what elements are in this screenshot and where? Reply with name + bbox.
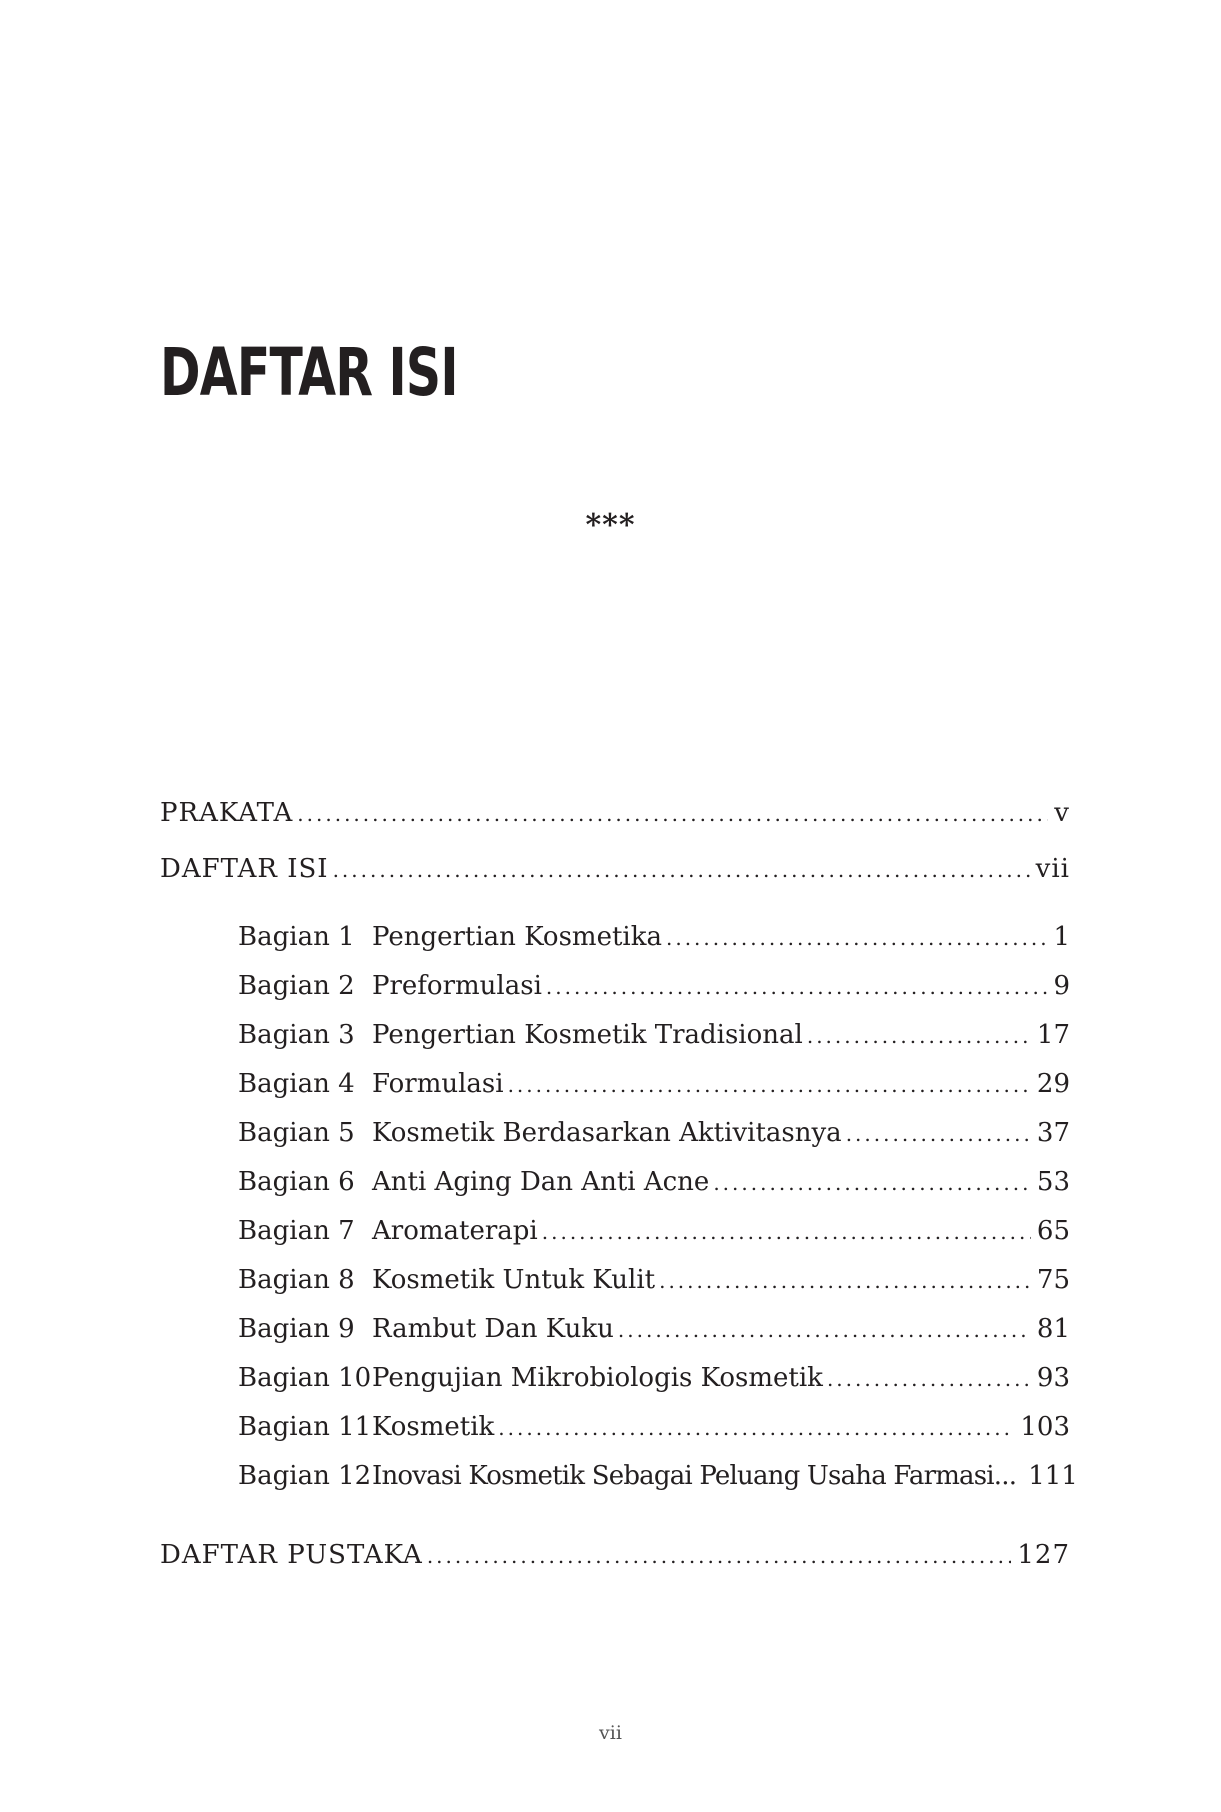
toc-entry-label: DAFTAR PUSTAKA <box>160 1540 423 1570</box>
chapter-title: Pengertian Kosmetika <box>372 922 662 952</box>
toc-entry-page: v <box>1054 798 1070 828</box>
chapter-number: Bagian 6 <box>238 1167 355 1197</box>
chapter-page: 65 <box>1036 1216 1070 1246</box>
toc-chapter-7 <box>160 1207 1070 1256</box>
chapter-number: Bagian 11 <box>238 1412 372 1442</box>
chapter-title: Kosmetik Berdasarkan Aktivitasnya <box>372 1118 842 1148</box>
toc-entry-prakata <box>160 785 1070 841</box>
chapter-page: 75 <box>1036 1265 1070 1295</box>
chapter-title: Anti Aging Dan Anti Acne <box>372 1167 710 1197</box>
toc-chapter-6 <box>160 1158 1070 1207</box>
chapter-title: Inovasi Kosmetik Sebagai Peluang Usaha Farmasi... <box>372 1461 1017 1491</box>
chapter-page: 37 <box>1036 1118 1070 1148</box>
chapter-number: Bagian 4 <box>238 1069 355 1099</box>
chapter-page: 1 <box>1053 922 1070 952</box>
chapter-number: Bagian 7 <box>238 1216 355 1246</box>
toc-entry-daftar-isi <box>160 841 1070 897</box>
toc-chapter-11 <box>160 1403 1070 1452</box>
chapter-title: Pengujian Mikrobiologis Kosmetik <box>372 1363 823 1393</box>
chapter-title: Preformulasi <box>372 971 542 1001</box>
toc-entry-page: 127 <box>1017 1540 1070 1570</box>
dot-leader <box>546 963 1048 1012</box>
dot-leader <box>846 1110 1031 1159</box>
chapter-number: Bagian 8 <box>238 1265 355 1295</box>
chapter-page: 17 <box>1036 1020 1070 1050</box>
dot-leader <box>659 1257 1031 1306</box>
chapter-number: Bagian 3 <box>238 1020 355 1050</box>
chapter-number: Bagian 1 <box>238 922 355 952</box>
dot-leader <box>297 786 1048 842</box>
dot-leader <box>827 1355 1031 1404</box>
toc-chapter-2 <box>160 962 1070 1011</box>
dot-leader <box>713 1159 1031 1208</box>
chapter-title: Pengertian Kosmetik Tradisional <box>372 1020 803 1050</box>
table-of-contents <box>160 785 1078 1583</box>
dot-leader <box>333 842 1030 898</box>
chapter-number: Bagian 5 <box>238 1118 355 1148</box>
chapter-title: Rambut Dan Kuku <box>372 1314 614 1344</box>
chapter-page: 53 <box>1036 1167 1070 1197</box>
chapter-title: Aromaterapi <box>372 1216 538 1246</box>
toc-chapter-3 <box>160 1011 1070 1060</box>
chapter-number: Bagian 10 <box>238 1363 372 1393</box>
dot-leader <box>666 914 1047 963</box>
toc-chapter-8 <box>160 1256 1070 1305</box>
toc-chapter-12 <box>160 1452 1078 1501</box>
toc-chapter-10 <box>160 1354 1070 1403</box>
chapter-number: Bagian 9 <box>238 1314 355 1344</box>
toc-chapter-1 <box>160 913 1070 962</box>
toc-chapter-9 <box>160 1305 1070 1354</box>
toc-entry-label: PRAKATA <box>160 798 294 828</box>
toc-entry-daftar-pustaka <box>160 1527 1070 1583</box>
toc-entry-label: DAFTAR ISI <box>160 854 329 884</box>
dot-leader <box>618 1306 1031 1355</box>
chapter-title: Formulasi <box>372 1069 504 1099</box>
page-number: vii <box>599 1722 622 1744</box>
dot-leader <box>427 1528 1012 1584</box>
chapter-number: Bagian 12 <box>238 1461 372 1491</box>
chapter-number: Bagian 2 <box>238 971 355 1001</box>
chapter-page: 29 <box>1036 1069 1070 1099</box>
toc-chapter-5 <box>160 1109 1070 1158</box>
toc-entry-page: vii <box>1035 854 1070 884</box>
chapter-page: 9 <box>1053 971 1070 1001</box>
chapter-title: Kosmetik Untuk Kulit <box>372 1265 656 1295</box>
dot-leader <box>542 1208 1031 1257</box>
dot-leader <box>498 1404 1014 1453</box>
chapter-title: Kosmetik <box>372 1412 495 1442</box>
dot-leader <box>508 1061 1031 1110</box>
toc-chapter-4 <box>160 1060 1070 1109</box>
chapter-page: 81 <box>1036 1314 1070 1344</box>
chapter-page: 93 <box>1036 1363 1070 1393</box>
chapter-page: 111 <box>1028 1461 1078 1491</box>
chapter-page: 103 <box>1020 1412 1070 1442</box>
dot-leader <box>807 1012 1031 1061</box>
section-separator: *** <box>585 508 636 543</box>
page-title: DAFTAR ISI <box>160 334 458 411</box>
